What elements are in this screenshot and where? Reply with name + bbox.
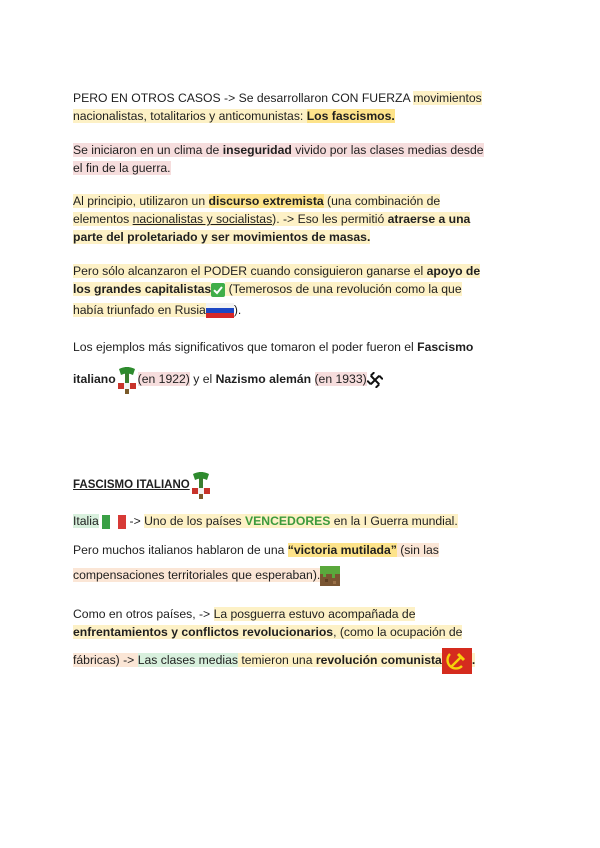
grass-block-icon (320, 566, 340, 586)
paragraph-intro: PERO EN OTROS CASOS -> Se desarrollaron CON FUERZA movimientos nacionalistas, totalitarios y anticomunistas: Los fascismos. (73, 91, 482, 123)
swastika-icon (367, 372, 383, 388)
fasces-icon (190, 470, 212, 500)
italy-flag-icon (102, 515, 126, 529)
paragraph-mutilated-victory: Pero muchos italianos hablaron de una “victoria mutilada” (sin las compensaciones territoriales que esperaban). (73, 541, 523, 586)
paragraph-italy: Italia -> Uno de los países VENCEDORES en la I Guerra mundial. (73, 514, 458, 528)
russia-flag-icon (206, 302, 234, 320)
paragraph-insecurity: Se iniciaron en un clima de inseguridad vivido por las clases medias desde el fin de la guerra. (73, 143, 484, 175)
hammer-sickle-icon (442, 648, 472, 674)
heading-text: FASCISMO ITALIANO (73, 479, 190, 492)
paragraph-examples: Los ejemplos más significativos que tomaron el poder fueron el Fascismo italiano (en 1922) y el Nazismo alemán (en 1933) (73, 338, 523, 395)
paragraph-power: Pero sólo alcanzaron el PODER cuando consiguieron ganarse el apoyo de los grandes capitalistas (Temerosos de una revolución como la que había triunfado en Rusia ). (73, 262, 523, 320)
fasces-icon (116, 365, 138, 395)
check-mark-icon (211, 283, 225, 297)
section-heading (73, 470, 523, 500)
paragraph-postwar: Como en otros países, -> La posguerra estuvo acompañada de enfrentamientos y conflictos revolucionarios, (como la ocupación de fábricas) -> Las clases medias temieron una revolución comunista . (73, 605, 523, 674)
paragraph-discourse: Al principio, utilizaron un discurso extremista (una combinación de elementos nacionalistas y socialistas). -> Eso les permitió atraerse a una parte del proletariado y ser movimientos de masas. (73, 194, 471, 244)
